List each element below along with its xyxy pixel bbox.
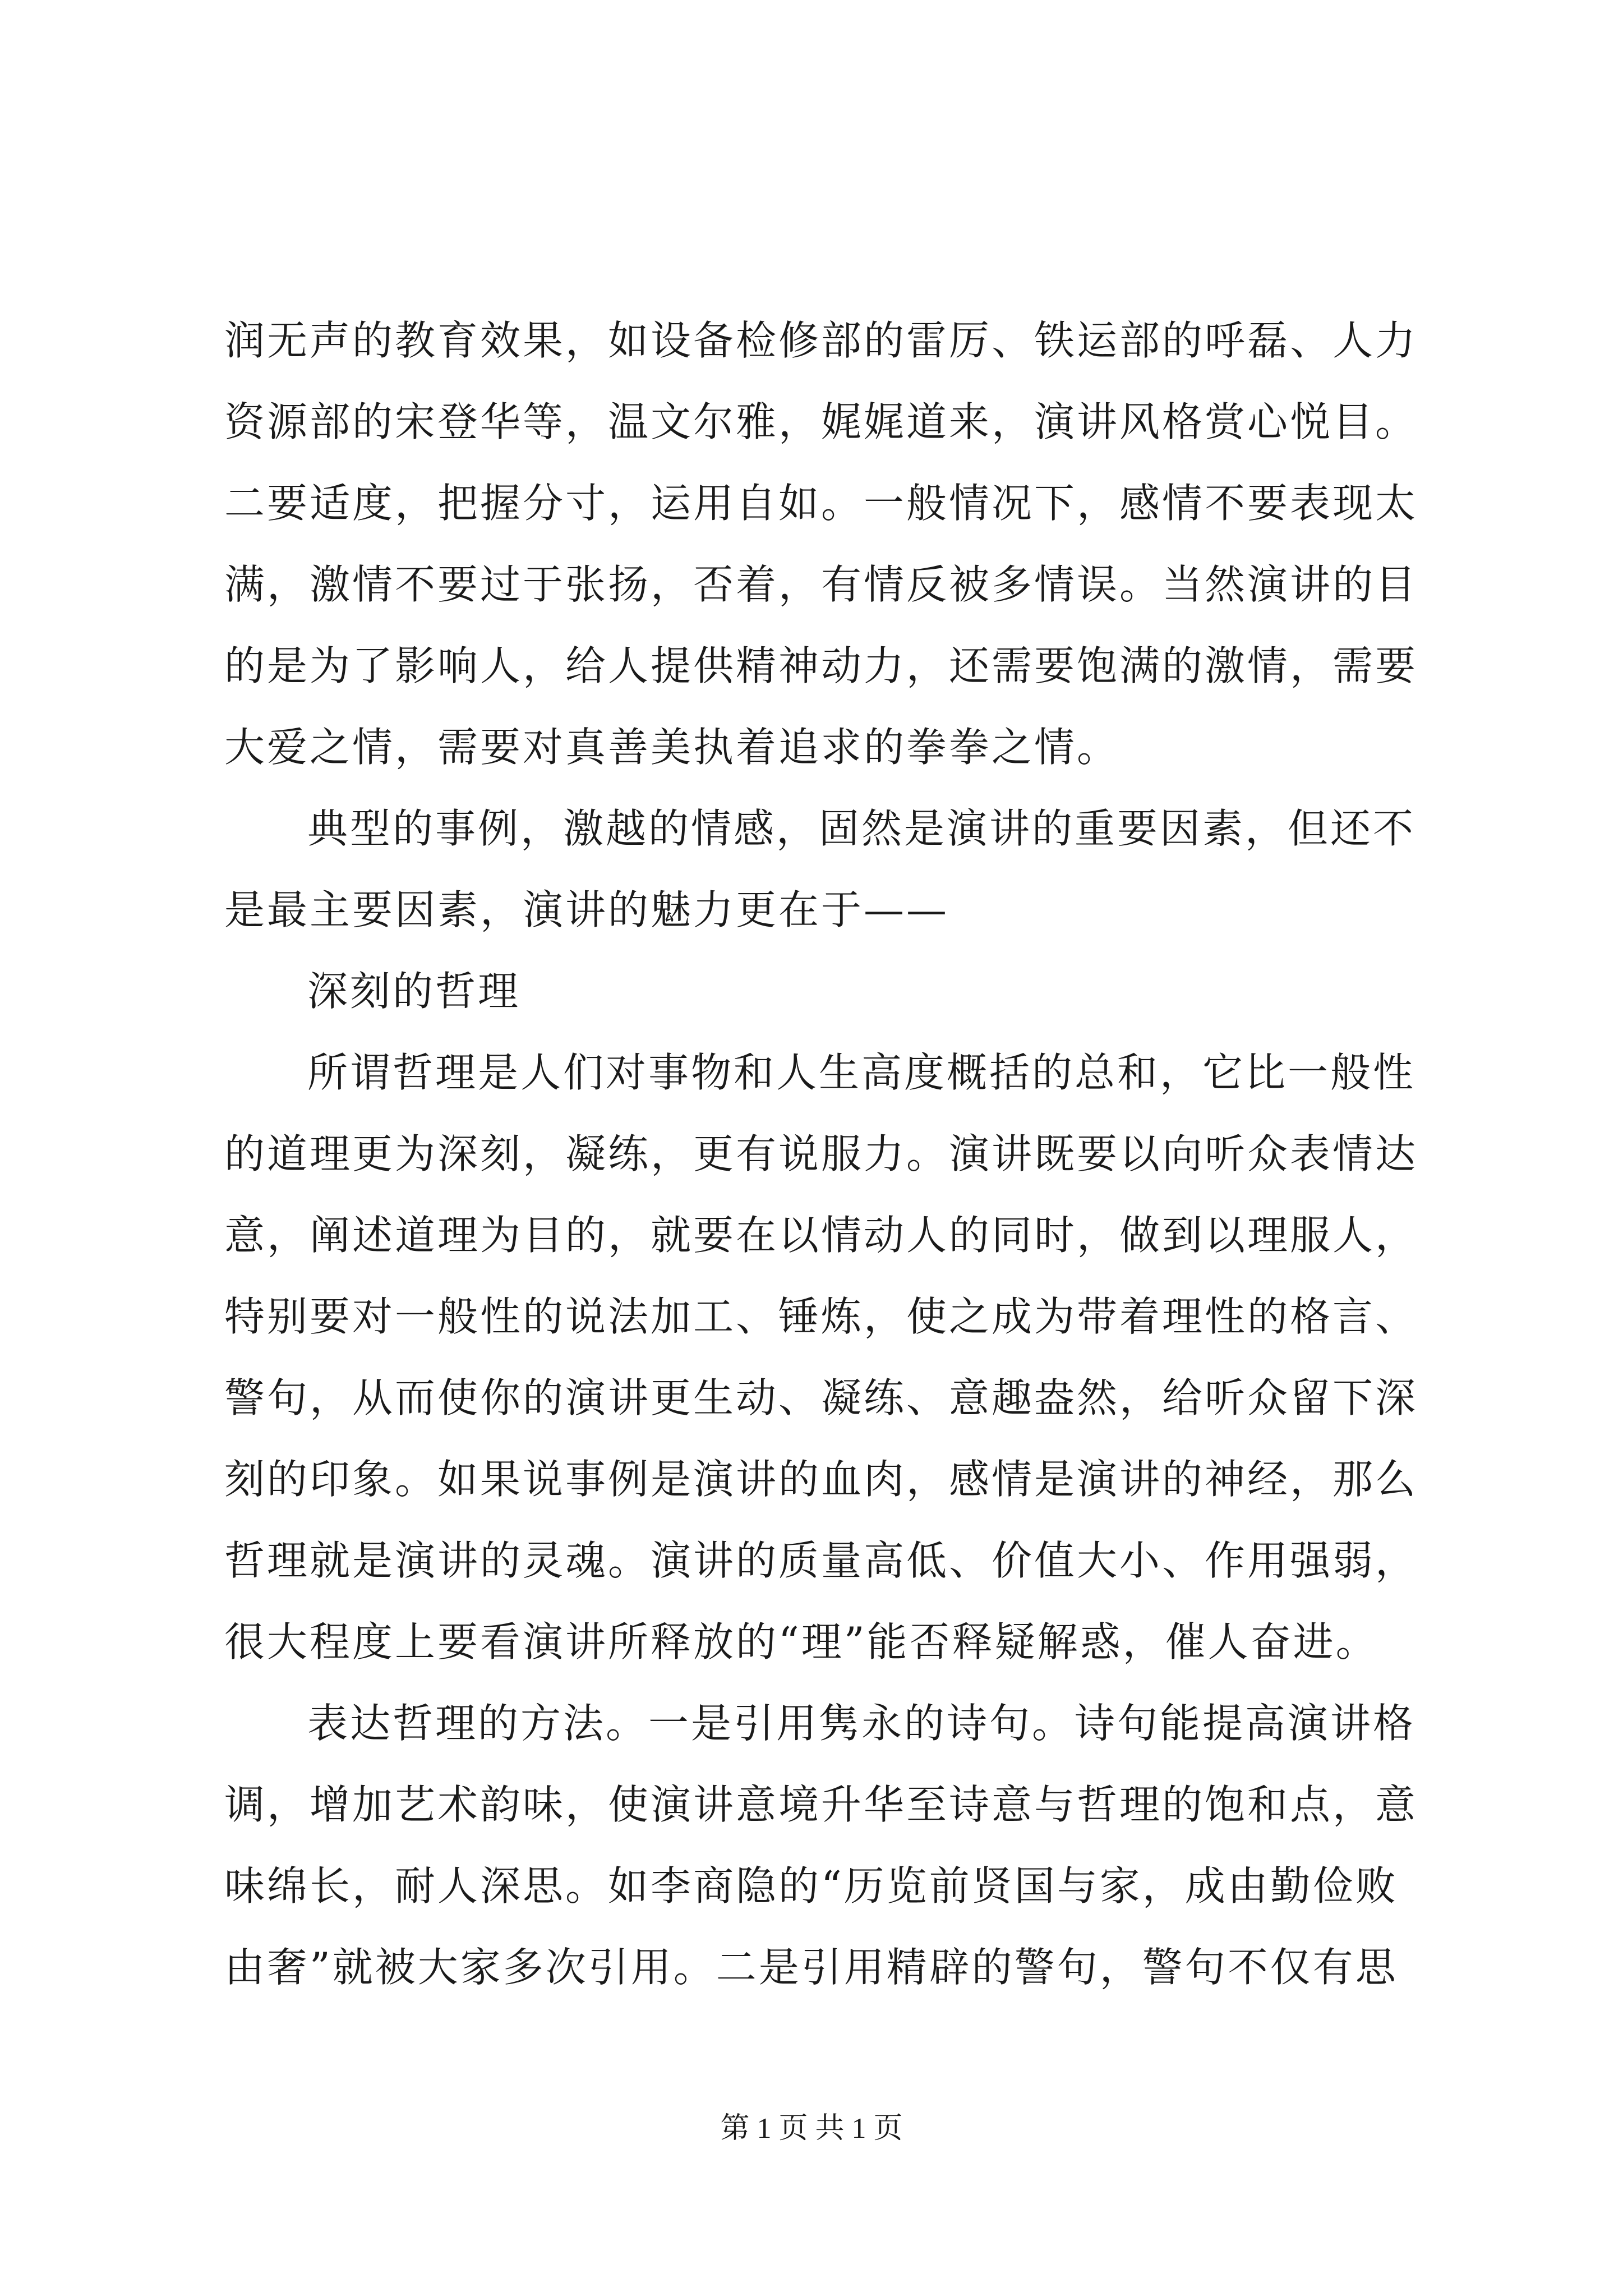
text-line: 满，激情不要过于张扬，否着，有情反被多情误。当然演讲的目 <box>224 561 1418 608</box>
text-line: 的是为了影响人，给人提供精神动力，还需要饱满的激情，需要 <box>224 642 1418 689</box>
text-line: 味绵长，耐人深思。如李商隐的“历览前贤国与家，成由勤俭败 <box>224 1862 1398 1910</box>
text-line: 刻的印象。如果说事例是演讲的血肉，感情是演讲的神经，那么 <box>224 1456 1418 1503</box>
text-line: 哲理就是演讲的灵魂。演讲的质量高低、价值大小、作用强弱， <box>224 1537 1418 1584</box>
text-line: 意，阐述道理为目的，就要在以情动人的同时，做到以理服人， <box>224 1212 1418 1259</box>
text-line: 二要适度，把握分寸，运用自如。一般情况下，感情不要表现太 <box>224 480 1418 527</box>
text-line: 润无声的教育效果，如设备检修部的雷厉、铁运部的呼磊、人力 <box>224 317 1418 364</box>
paragraph-start-line: 所谓哲理是人们对事物和人生高度概括的总和，它比一般性 <box>307 1049 1416 1096</box>
text-line: 很大程度上要看演讲所释放的“理”能否释疑解惑，催人奋进。 <box>224 1618 1378 1665</box>
paragraph-start-line: 表达哲理的方法。一是引用隽永的诗句。诗句能提高演讲格 <box>307 1700 1416 1747</box>
section-heading: 深刻的哲理 <box>307 968 521 1015</box>
text-line: 特别要对一般性的说法加工、锤炼，使之成为带着理性的格言、 <box>224 1293 1418 1340</box>
text-line: 警句，从而使你的演讲更生动、凝练、意趣盎然，给听众留下深 <box>224 1374 1418 1421</box>
paragraph-start-line: 典型的事例，激越的情感，固然是演讲的重要因素，但还不 <box>307 805 1416 852</box>
text-line: 大爱之情，需要对真善美执着追求的拳拳之情。 <box>224 724 1120 771</box>
page-footer: 第 1 页 共 1 页 <box>720 2113 903 2145</box>
body-text <box>224 300 1432 2008</box>
text-line: 是最主要因素，演讲的魅力更在于—— <box>224 886 949 933</box>
text-line: 由奢”就被大家多次引用。二是引用精辟的警句，警句不仅有思 <box>224 1944 1398 1991</box>
text-line: 调，增加艺术韵味，使演讲意境升华至诗意与哲理的饱和点，意 <box>224 1781 1418 1828</box>
text-line: 资源部的宋登华等，温文尔雅，娓娓道来，演讲风格赏心悦目。 <box>224 398 1418 445</box>
text-line: 的道理更为深刻，凝练，更有说服力。演讲既要以向听众表情达 <box>224 1130 1418 1177</box>
